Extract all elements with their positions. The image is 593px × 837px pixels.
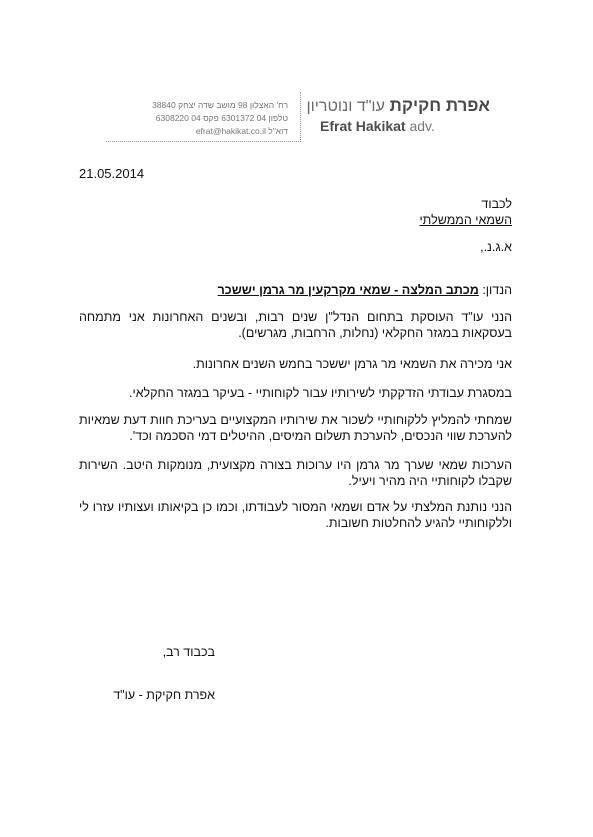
logo-name-he: אפרת חקיקת [389, 96, 490, 115]
recipient-block [419, 196, 512, 228]
subject-prefix: הנדון: [482, 283, 512, 297]
paragraph: הנני עו"ד העוסקת בתחום הנדל"ן שנים רבות, ובשנים האחרונות אני מתמחה בעסקאות במגזר החקלאי (נחלות, הרחבות, מגרשים). [79, 310, 512, 340]
letterhead-horizontal-divider [106, 141, 301, 142]
contact-email: דוא"ל efrat@hakikat.co.il [195, 126, 288, 136]
letter-date: 21.05.2014 [79, 166, 145, 181]
logo-english [320, 118, 490, 134]
recipient-line-2: השמאי הממשלתי [419, 213, 512, 227]
greeting: א.ג.נ., [480, 240, 512, 254]
signature: אפרת חקיקת - עו"ד [113, 688, 215, 702]
logo-title-he: עו"ד ונוטריון [306, 98, 385, 115]
logo-name-en: Efrat Hakikat [320, 118, 406, 134]
contact-details [104, 99, 288, 138]
letterhead-vertical-divider [300, 92, 301, 140]
subject-text: מכתב המלצה - שמאי מקרקעין מר גרמן יששכר [217, 283, 479, 297]
logo-suffix-en: adv. [409, 118, 435, 134]
paragraph: הערכות שמאי שערך מר גרמן היו ערוכות בצורה מקצועית, מנומקות היטב. השירות שקבלו לקוחותיי היה מהיר ויעיל. [79, 458, 512, 488]
contact-phone: טלפון 04 6301372 פקס 04 6308220 [155, 113, 288, 123]
paragraph: אני מכירה את השמאי מר גרמן יששכר בחמש השנים אחרונות. [192, 357, 512, 371]
closing-regards: בכבוד רב, [162, 645, 215, 659]
logo-hebrew [306, 96, 490, 116]
subject-line [218, 283, 512, 297]
logo [306, 96, 490, 134]
paragraph: הנני נותנת המלצתי על אדם ושמאי המסור לעבודתו, וכמו כן בקיאותו ועצותיו עזרו לי וללקוחותיי להגיע להחלטות חשובות. [79, 500, 512, 530]
contact-address: רח' האצלון 98 מושב שדה יצחק 38840 [152, 100, 288, 110]
recipient-line-1: לכבוד [481, 197, 512, 211]
paragraph: במסגרת עבודתי הזדקקתי לשירותיו עבור לקוחותיי - בעיקר במגזר החקלאי. [128, 386, 512, 400]
paragraph: שמחתי להמליץ ללקוחותיי לשכור את שירותיו המקצועיים בעריכת חוות דעת שמאיות להערכת שווי הנכסים, להערכת תשלום המיסים, ההיטלים דמי הסכמה וכד'. [79, 413, 512, 443]
